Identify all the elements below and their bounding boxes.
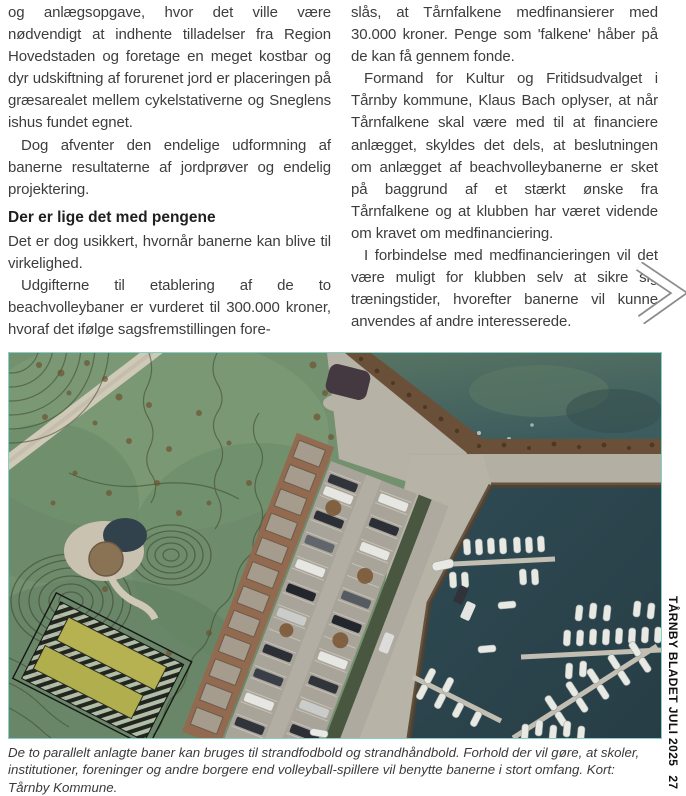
article-column-left	[8, 2, 331, 341]
article-column-right	[351, 2, 658, 333]
paragraph: Udgifterne til etablering af de to beachvolleybaner er vurderet til 300.000 kroner, hvoraf det ifølge sagsfremstillingen fore-	[8, 277, 331, 339]
page-number: 27	[666, 775, 681, 790]
masthead-text: TÅRNBY BLADET JULI 2025	[666, 596, 681, 767]
paragraph: Dog afventer den endelige udformning af banerne resultaterne af jordprøver og endelig projektering.	[8, 136, 331, 198]
paragraph: Formand for Kultur og Fritidsudvalget i Tårnby kommune, Klaus Bach oplyser, at når Tårnfalkene skal være med til at financiere anlægget, skyldes det dels, at beslutningen om anlægget af beachvolleybanerne er sket på baggrund af et stærkt ønske fra Tårnfalkene og at klubben har været vidende om kravet om medfinanciering.	[351, 70, 658, 242]
map-caption: De to parallelt anlagte baner kan bruges til strandfodbold og strandhåndbold. Forhold der vil gøre, at skoler, institutioner, foreninger og andre borgere end volleyball-spillere vil benytte banerne i stort omfang. Kort: Tårnby Kommune.	[8, 745, 640, 795]
masthead-vertical	[666, 596, 681, 796]
paragraph: og anlægsopgave, hvor det ville være nødvendigt at indhente tilladelser fra Region Hovedstaden og foretage en meget kostbar og dyr udskiftning af forurenet jord er placeringen på græsarealet mellem cykelstativerne og Sneglens ishus fundet egnet.	[8, 4, 331, 132]
satellite-map-image	[8, 352, 662, 739]
paragraph: slås, at Tårnfalkene medfinansierer med 30.000 kroner. Penge som 'falkene' håber på de kan få gennem fonde.	[351, 4, 658, 66]
paragraph: Det er dog usikkert, hvornår banerne kan blive til virkelighed.	[8, 232, 331, 272]
paragraph: I forbindelse med medfinancieringen vil det være muligt for klubben selv at sikre sig træningstider, hvorefter banerne vil kunne anvendes af andre interesserede.	[351, 247, 658, 331]
article-subheading: Der er lige det med pengene	[8, 208, 216, 226]
